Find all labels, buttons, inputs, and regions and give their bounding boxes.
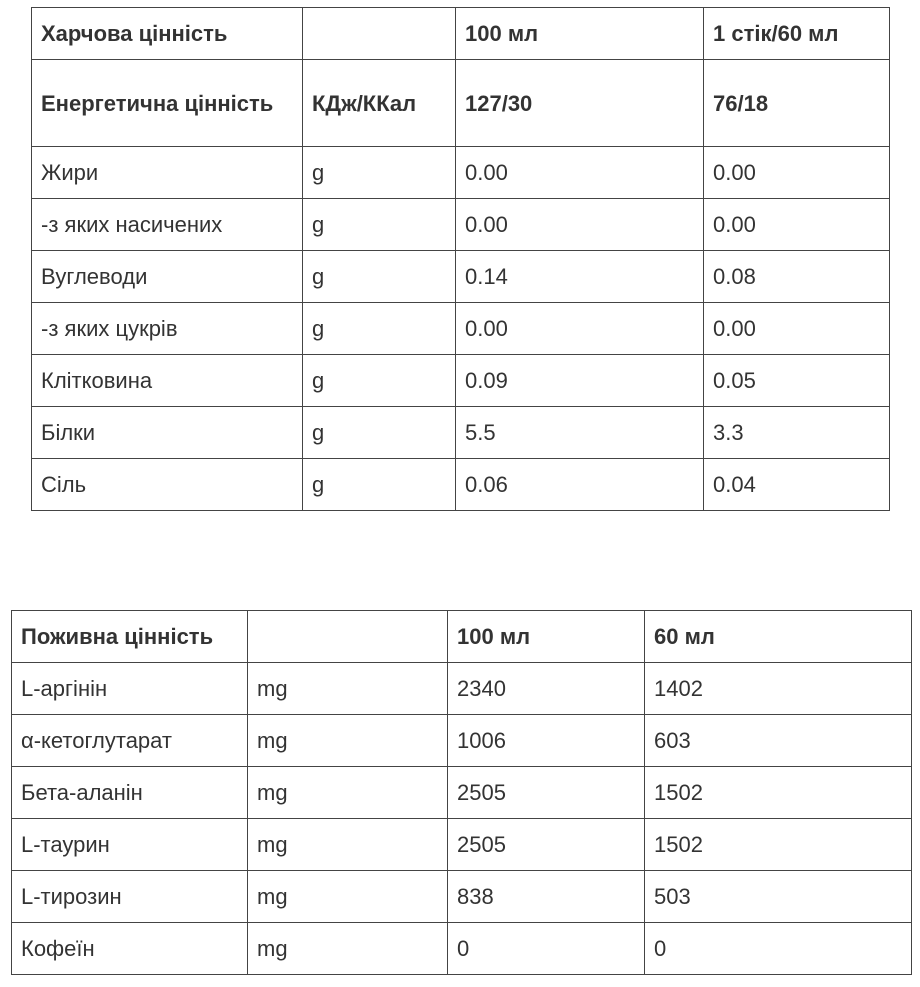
table-row (32, 407, 890, 459)
energy-value-100ml-cell: 127/30 (456, 60, 704, 147)
header-cell (303, 8, 456, 60)
unit-cell: g (303, 407, 456, 459)
ingredient-name-cell: L-аргінін (12, 663, 248, 715)
unit-cell: mg (248, 923, 448, 975)
value-60ml-cell: 1502 (645, 767, 912, 819)
table-row (12, 871, 912, 923)
energy-row (32, 60, 890, 147)
header-cell: 100 мл (456, 8, 704, 60)
energy-unit-cell: КДж/ККал (303, 60, 456, 147)
nutrient-name-cell: Жири (32, 147, 303, 199)
table-row (32, 199, 890, 251)
value-stick-cell: 0.04 (704, 459, 890, 511)
energy-value-stick-cell: 76/18 (704, 60, 890, 147)
value-60ml-cell: 1402 (645, 663, 912, 715)
table-row (12, 715, 912, 767)
energy-label-cell: Енергетична цінність (32, 60, 303, 147)
header-cell: Поживна цінність (12, 611, 248, 663)
header-cell: Харчова цінність (32, 8, 303, 60)
header-cell: 100 мл (448, 611, 645, 663)
nutrient-name-cell: Клітковина (32, 355, 303, 407)
value-100ml-cell: 0.00 (456, 199, 704, 251)
nutrient-name-cell: Вуглеводи (32, 251, 303, 303)
table-row (12, 819, 912, 871)
table-row (32, 303, 890, 355)
header-cell (248, 611, 448, 663)
value-stick-cell: 0.08 (704, 251, 890, 303)
value-100ml-cell: 2340 (448, 663, 645, 715)
value-100ml-cell: 0.00 (456, 147, 704, 199)
value-100ml-cell: 0.06 (456, 459, 704, 511)
value-60ml-cell: 1502 (645, 819, 912, 871)
ingredient-name-cell: Кофеїн (12, 923, 248, 975)
table-row (32, 355, 890, 407)
table-row (12, 923, 912, 975)
table-row (12, 663, 912, 715)
nutrient-name-cell: Сіль (32, 459, 303, 511)
value-stick-cell: 3.3 (704, 407, 890, 459)
value-60ml-cell: 503 (645, 871, 912, 923)
header-cell: 1 стік/60 мл (704, 8, 890, 60)
value-100ml-cell: 1006 (448, 715, 645, 767)
value-100ml-cell: 0 (448, 923, 645, 975)
unit-cell: mg (248, 715, 448, 767)
ingredient-name-cell: α-кетоглутарат (12, 715, 248, 767)
table-header-row (12, 611, 912, 663)
ingredient-name-cell: Бета-аланін (12, 767, 248, 819)
header-cell: 60 мл (645, 611, 912, 663)
table-row (32, 251, 890, 303)
unit-cell: mg (248, 819, 448, 871)
table-row (32, 147, 890, 199)
unit-cell: g (303, 303, 456, 355)
table-row (32, 459, 890, 511)
value-stick-cell: 0.00 (704, 199, 890, 251)
table-row (12, 767, 912, 819)
value-stick-cell: 0.05 (704, 355, 890, 407)
table-header-row (32, 8, 890, 60)
nutrition-facts-table (31, 7, 890, 511)
value-60ml-cell: 603 (645, 715, 912, 767)
unit-cell: g (303, 251, 456, 303)
value-100ml-cell: 838 (448, 871, 645, 923)
unit-cell: mg (248, 767, 448, 819)
active-ingredients-table (11, 610, 912, 975)
unit-cell: g (303, 147, 456, 199)
value-stick-cell: 0.00 (704, 147, 890, 199)
nutrient-name-cell: Білки (32, 407, 303, 459)
nutrient-name-cell: -з яких цукрів (32, 303, 303, 355)
value-60ml-cell: 0 (645, 923, 912, 975)
ingredient-name-cell: L-тирозин (12, 871, 248, 923)
unit-cell: g (303, 199, 456, 251)
value-100ml-cell: 0.00 (456, 303, 704, 355)
unit-cell: mg (248, 663, 448, 715)
unit-cell: g (303, 459, 456, 511)
unit-cell: mg (248, 871, 448, 923)
unit-cell: g (303, 355, 456, 407)
value-100ml-cell: 5.5 (456, 407, 704, 459)
value-100ml-cell: 0.09 (456, 355, 704, 407)
value-stick-cell: 0.00 (704, 303, 890, 355)
value-100ml-cell: 0.14 (456, 251, 704, 303)
nutrient-name-cell: -з яких насичених (32, 199, 303, 251)
value-100ml-cell: 2505 (448, 767, 645, 819)
value-100ml-cell: 2505 (448, 819, 645, 871)
ingredient-name-cell: L-таурин (12, 819, 248, 871)
